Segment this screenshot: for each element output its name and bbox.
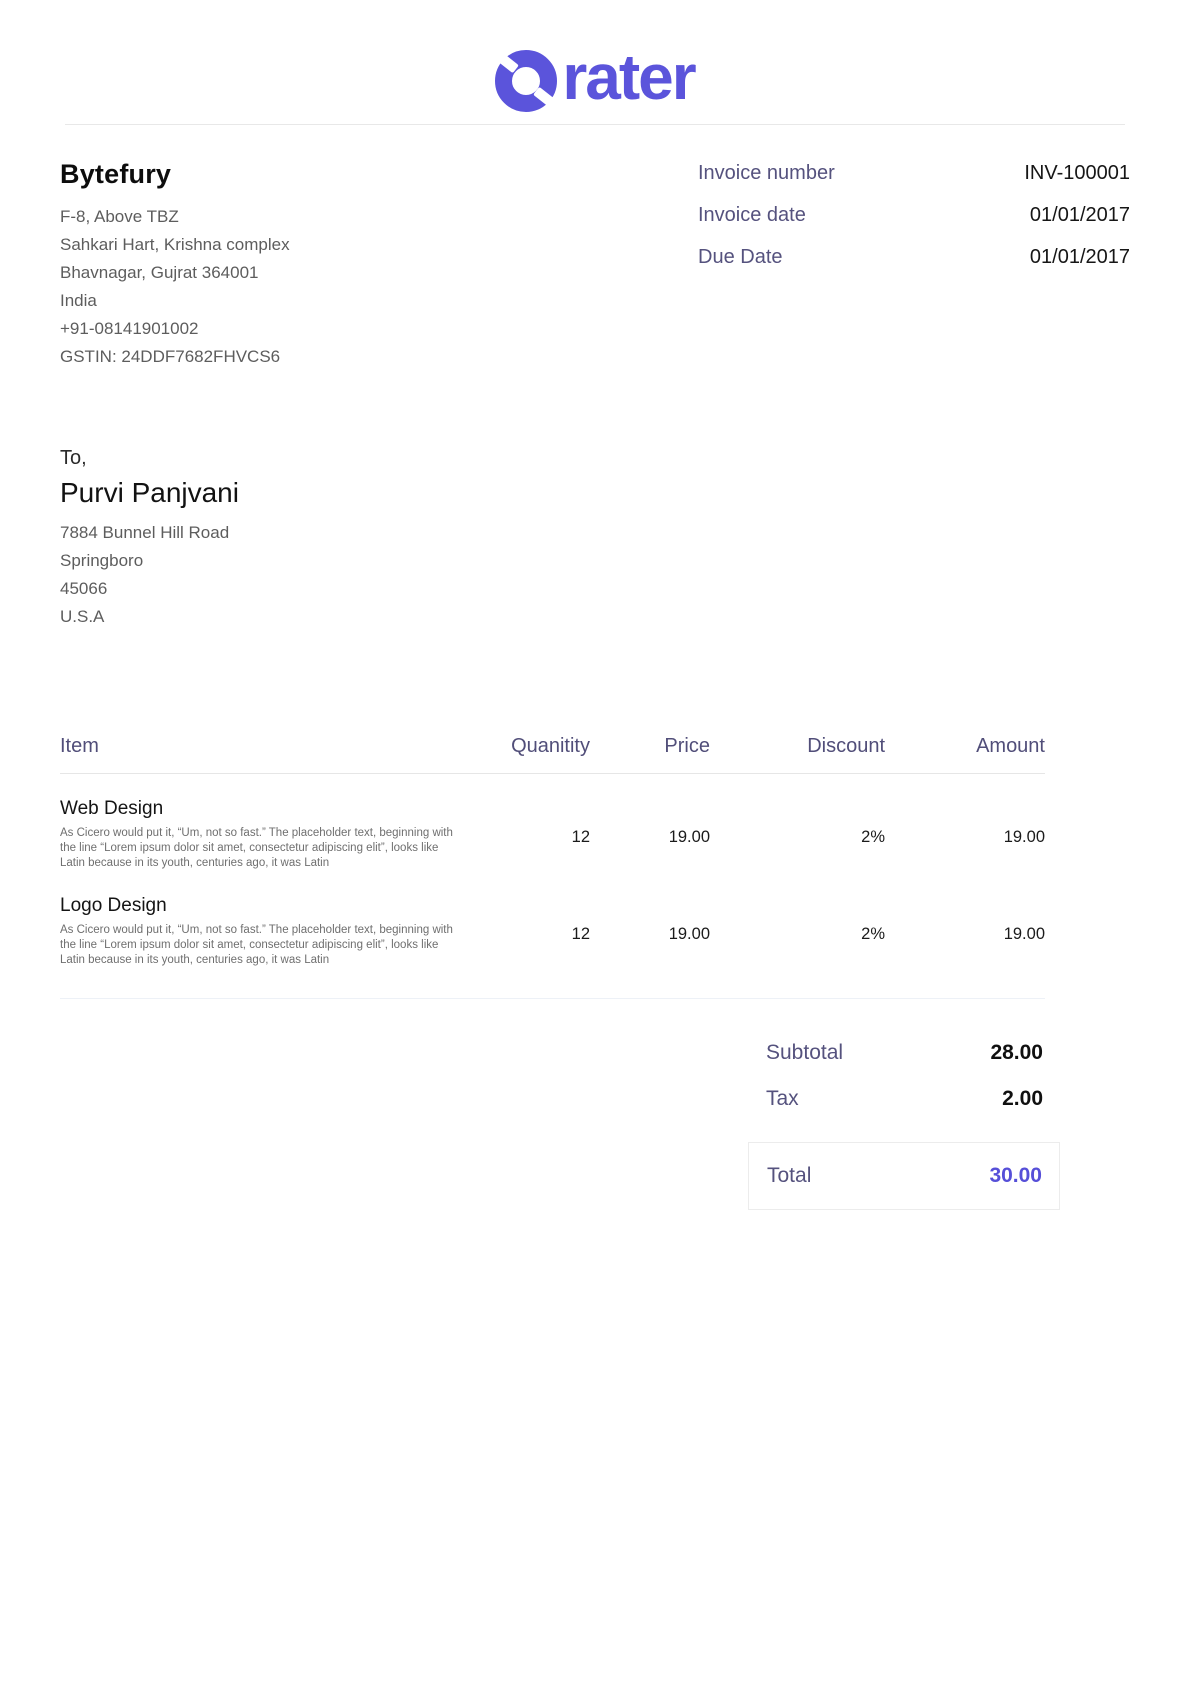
customer-address-line: 7884 Bunnel Hill Road (60, 523, 230, 542)
company-name: Bytefury (60, 159, 172, 189)
invoice-number-value: INV-100001 (1024, 162, 1130, 184)
item-amount: 19.00 (1003, 828, 1045, 846)
company-address-line: F-8, Above TBZ (60, 207, 179, 226)
invoice-date-label: Invoice date (698, 204, 806, 226)
item-quantity: 12 (571, 828, 590, 846)
company-phone: +91-08141901002 (60, 319, 199, 338)
logo-row (0, 0, 1190, 124)
customer-name: Purvi Panjvani (60, 477, 239, 508)
invoice-meta-block (698, 162, 1130, 371)
company-address-line: Sahkari Hart, Krishna complex (60, 235, 290, 254)
item-discount: 2% (861, 828, 885, 846)
tax-label: Tax (766, 1087, 799, 1110)
item-discount: 2% (861, 925, 885, 943)
items-table (60, 735, 1045, 999)
item-amount: 19.00 (1003, 925, 1045, 943)
total-box (748, 1142, 1060, 1210)
tax-value: 2.00 (1002, 1087, 1043, 1110)
invoice-date-row (698, 204, 1130, 227)
customer-address-line: Springboro (60, 551, 144, 570)
customer-address-line: U.S.A (60, 607, 105, 626)
total-value: 30.00 (989, 1164, 1042, 1187)
item-price: 19.00 (668, 925, 710, 943)
brand-wordmark: rater (562, 41, 695, 113)
subtotal-label: Subtotal (766, 1041, 844, 1064)
item-cell (60, 895, 455, 968)
due-date-label: Due Date (698, 246, 783, 268)
due-date-row (698, 246, 1130, 269)
col-header-price: Price (664, 735, 710, 757)
company-address-line: India (60, 291, 97, 310)
table-row (60, 871, 1045, 999)
crater-c-icon (495, 50, 557, 112)
customer-block (60, 447, 1130, 631)
total-label: Total (767, 1164, 812, 1187)
due-date-value: 01/01/2017 (1029, 246, 1130, 268)
col-header-quantity: Quanitity (511, 735, 590, 757)
col-header-amount: Amount (976, 735, 1045, 757)
item-price: 19.00 (668, 828, 710, 846)
tax-row (748, 1087, 1060, 1111)
invoice-date-value: 01/01/2017 (1029, 204, 1130, 226)
item-description: As Cicero would put it, “Um, not so fast.” The placeholder text, beginning with the line “Lorem ipsum dolor sit amet, consectetur adipiscing elit”, looks like Latin because in its youth, centuries ago, it was Latin (60, 924, 453, 966)
table-row (60, 774, 1045, 871)
company-address (60, 203, 290, 371)
invoice-number-label: Invoice number (698, 162, 835, 184)
customer-address-line: 45066 (60, 579, 108, 598)
header-divider (65, 124, 1125, 125)
customer-salutation: To, (60, 447, 87, 469)
company-gstin: GSTIN: 24DDF7682FHVCS6 (60, 347, 281, 366)
subtotal-row (748, 1041, 1060, 1065)
company-address-line: Bhavnagar, Gujrat 364001 (60, 263, 259, 282)
item-description: As Cicero would put it, “Um, not so fast.” The placeholder text, beginning with the line “Lorem ipsum dolor sit amet, consectetur adipiscing elit”, looks like Latin because in its youth, centuries ago, it was Latin (60, 827, 453, 869)
crater-logo (495, 41, 695, 117)
totals-block (0, 1041, 1060, 1210)
col-header-discount: Discount (807, 735, 885, 757)
company-block (60, 159, 290, 371)
item-name: Logo Design (60, 895, 167, 916)
item-name: Web Design (60, 798, 164, 819)
subtotal-value: 28.00 (990, 1041, 1043, 1064)
customer-address (60, 519, 1130, 631)
info-row (60, 159, 1130, 371)
items-table-header (60, 735, 1045, 774)
item-quantity: 12 (571, 925, 590, 943)
col-header-item: Item (60, 735, 99, 757)
item-cell (60, 798, 455, 871)
invoice-number-row (698, 162, 1130, 185)
